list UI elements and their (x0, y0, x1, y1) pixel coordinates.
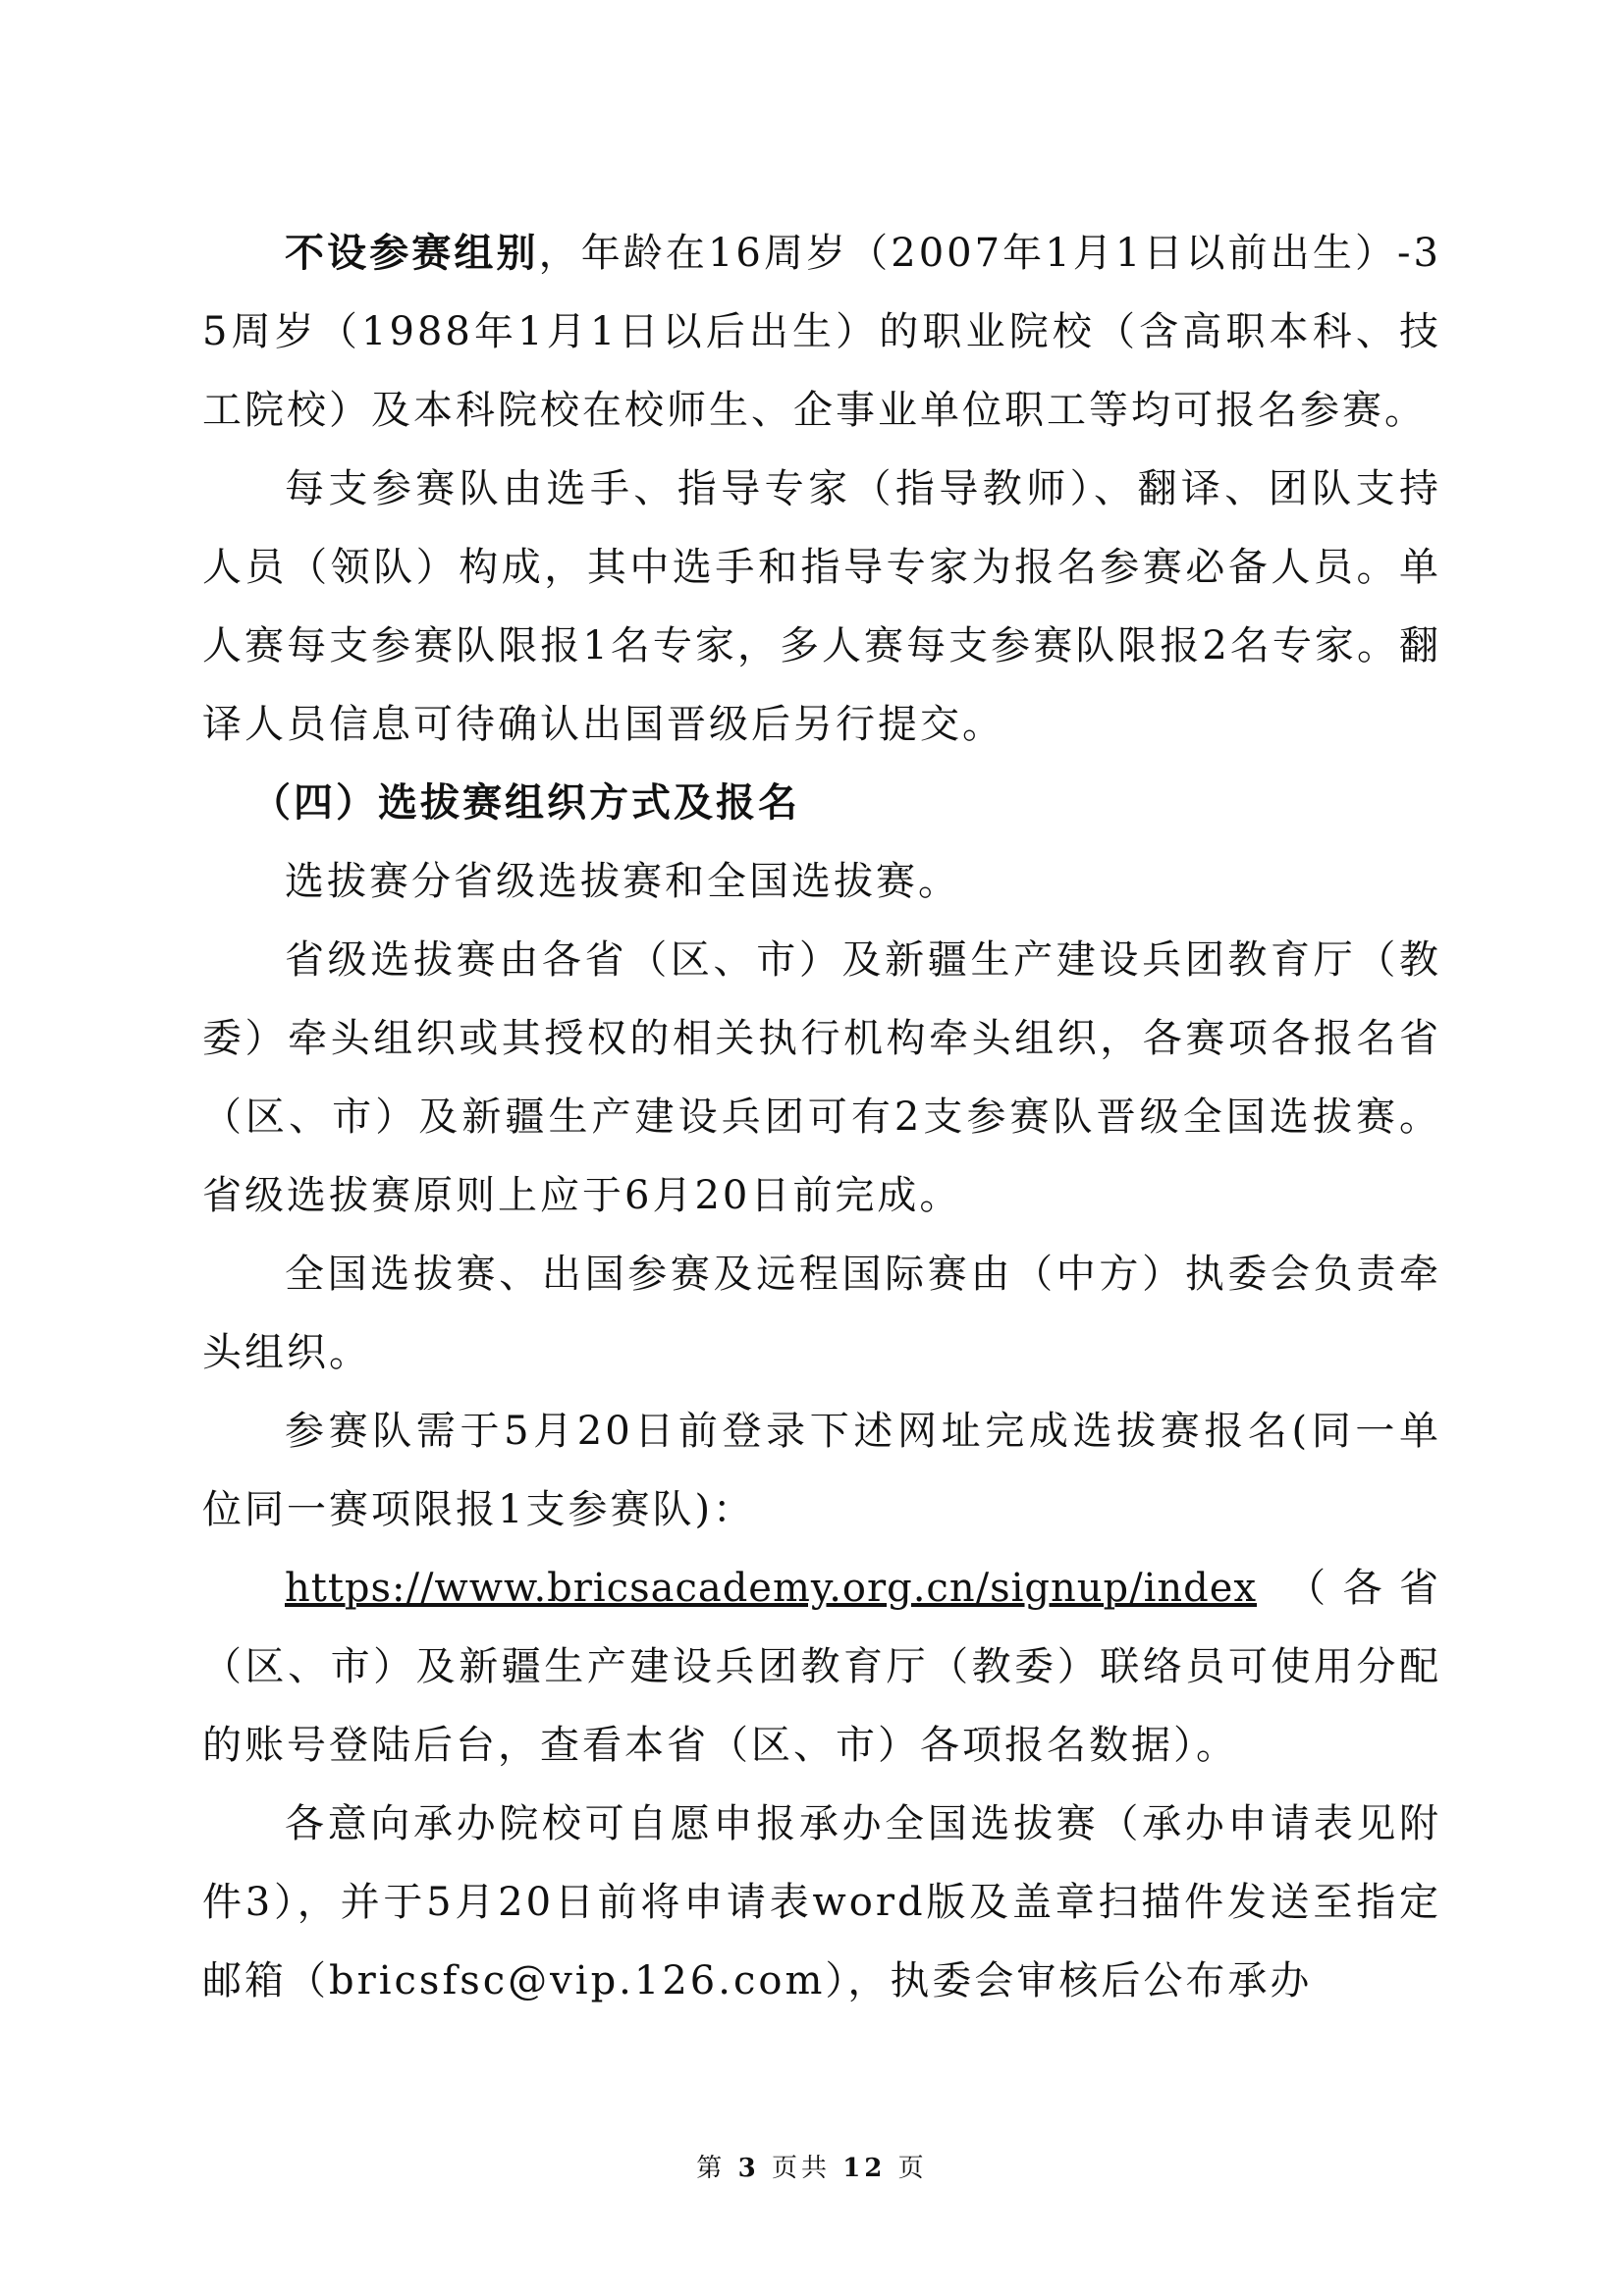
paragraph-team-composition: 每支参赛队由选手、指导专家（指导教师）、翻译、团队支持人员（领队）构成，其中选手和指导专家为报名参赛必备人员。单人赛每支参赛队限报1名专家，多人赛每支参赛队限报2名专家。翻译人员信息可待确认出国晋级后另行提交。 (202, 466, 1441, 747)
signup-link[interactable]: https://www.bricsacademy.org.cn/signup/index (285, 1566, 1257, 1611)
eligibility-text: ，年龄在16周岁（2007年1月1日以前出生）-35周岁（1988年1月1日以后出生）的职业院校（含高职本科、技工院校）及本科院校在校师生、企事业单位职工等均可报名参赛。 (202, 231, 1442, 433)
paragraph-selection-types: 选拔赛分省级选拔赛和全国选拔赛。 (285, 859, 960, 904)
paragraph-eligibility (202, 214, 1441, 450)
section-heading: （四）选拔赛组织方式及报名 (251, 779, 800, 826)
paragraph-host-application: 各意向承办院校可自愿申报承办全国选拔赛（承办申请表见附件3），并于5月20日前将申请表word版及盖章扫描件发送至指定邮箱（bricsfsc@vip.126.com），执委会审核后公布承办 (202, 1801, 1441, 2003)
footer-middle: 页共 (771, 2154, 831, 2183)
document-body (202, 214, 1441, 2020)
eligibility-lead: 不设参赛组别 (285, 230, 539, 276)
page-footer (0, 2148, 1624, 2184)
paragraph-provincial-selection: 省级选拔赛由各省（区、市）及新疆生产建设兵团教育厅（教委）牵头组织或其授权的相关执行机构牵头组织，各赛项各报名省（区、市）及新疆生产建设兵团可有2支参赛队晋级全国选拔赛。省级选拔赛原则上应于6月20日前完成。 (202, 937, 1441, 1218)
footer-prefix: 第 (696, 2154, 727, 2183)
current-page-number: 3 (737, 2154, 760, 2183)
paragraph-registration-link (202, 1549, 1441, 1785)
paragraph-national-selection: 全国选拔赛、出国参赛及远程国际赛由（中方）执委会负责牵头组织。 (202, 1252, 1441, 1375)
total-pages-number: 12 (842, 2154, 887, 2183)
footer-suffix: 页 (897, 2154, 928, 2183)
registration-link-note: （各省（区、市）及新疆生产建设兵团教育厅（教委）联络员可使用分配的账号登陆后台，查看本省（区、市）各项报名数据）。 (202, 1566, 1441, 1768)
paragraph-registration: 参赛队需于5月20日前登录下述网址完成选拔赛报名(同一单位同一赛项限报1支参赛队)： (202, 1409, 1441, 1532)
